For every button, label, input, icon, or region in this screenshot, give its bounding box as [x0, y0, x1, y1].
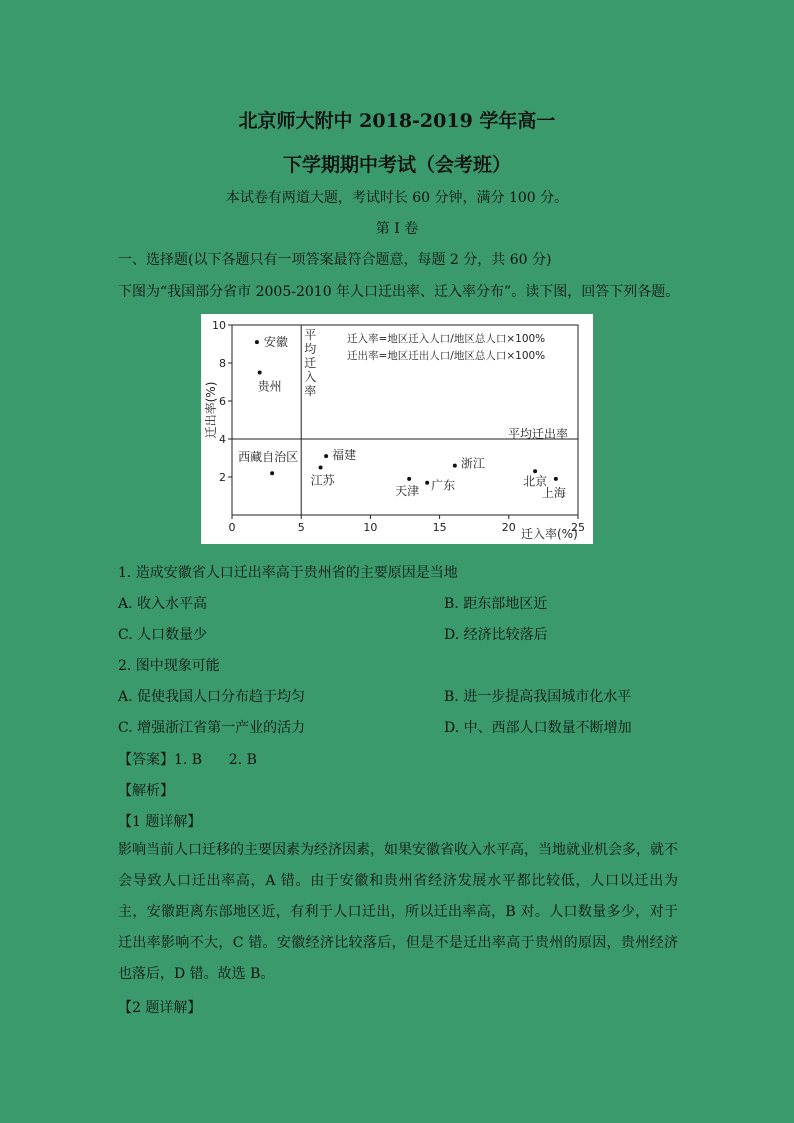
data-point: [258, 371, 262, 375]
question-1-option-a[interactable]: A. 收入水平高: [118, 596, 208, 612]
exam-title-line1: 北京师大附中 2018-2019 学年高一: [238, 110, 556, 132]
y-tick-label: 10: [212, 319, 226, 332]
data-point-label: 西藏自治区: [238, 450, 299, 465]
data-point: [270, 471, 274, 475]
chart-svg: [201, 314, 593, 544]
data-point: [425, 481, 429, 485]
data-point: [319, 466, 323, 470]
x-tick-label: 5: [297, 521, 305, 534]
data-point-label: 广东: [431, 478, 456, 493]
data-point: [324, 454, 328, 458]
data-point-label: 江苏: [310, 473, 335, 488]
avg-in-rate-char: 均: [304, 342, 317, 356]
data-point-label: 上海: [541, 485, 566, 500]
x-tick-label: 25: [571, 521, 585, 534]
analysis-label: 【解析】: [118, 783, 174, 799]
exam-instructions: 本试卷有两道大题，考试时长 60 分钟，满分 100 分。: [225, 190, 569, 206]
x-tick-label: 0: [228, 521, 236, 534]
data-point-label: 天津: [395, 483, 420, 498]
migration-scatter-chart: [201, 314, 593, 544]
avg-out-rate-label: 平均迁出率: [508, 427, 569, 441]
question-2-option-a[interactable]: A. 促使我国人口分布趋于均匀: [118, 689, 306, 705]
q2-detail-label: 【2 题详解】: [118, 1000, 202, 1016]
question-1-option-d[interactable]: D. 经济比较落后: [444, 627, 548, 643]
data-point-label: 浙江: [460, 456, 485, 471]
data-point: [453, 464, 457, 468]
avg-in-rate-char: 平: [304, 328, 317, 342]
y-tick-label: 4: [219, 433, 226, 446]
avg-in-rate-char: 率: [304, 384, 317, 398]
question-1-option-c[interactable]: C. 人口数量少: [118, 627, 208, 643]
question-2-option-d[interactable]: D. 中、西部人口数量不断增加: [444, 720, 632, 736]
data-point-label: 安徽: [263, 335, 288, 350]
question-2-option-c[interactable]: C. 增强浙江省第一产业的活力: [118, 720, 306, 736]
y-tick-label: 6: [219, 395, 226, 408]
data-point: [407, 477, 411, 481]
avg-in-rate-label: [304, 328, 316, 398]
x-axis-label: 迁入率(%): [521, 527, 578, 541]
question-1-stem: 1. 造成安徽省人口迁出率高于贵州省的主要原因是当地: [118, 565, 458, 581]
question-1-option-b[interactable]: B. 距东部地区近: [444, 596, 548, 612]
y-tick-label: 2: [219, 471, 226, 484]
data-point-label: 北京: [523, 474, 548, 489]
part1-heading: 一、选择题(以下各题只有一项答案最符合题意，每题 2 分，共 60 分): [118, 252, 552, 268]
section-label: 第 I 卷: [375, 221, 419, 237]
data-point: [255, 340, 259, 344]
data-point-label: 福建: [332, 448, 357, 463]
q1-detail-label: 【1 题详解】: [118, 814, 202, 830]
q1-detail-text: 影响当前人口迁移的主要因素为经济因素，如果安徽省收入水平高，当地就业机会多，就不会导致人口迁出率高，A 错。由于安徽和贵州省经济发展水平都比较低，人口以迁出为主，安徽距离东部地区近，有利于人口迁出，所以迁出率高，B 对。人口数量多少，对于迁出率影响不大，C 错。安徽经济比较落后，但是不是迁出率高于贵州的原因，贵州经济也落后，D 错。故选 B。: [118, 842, 678, 982]
x-tick-label: 20: [501, 521, 516, 534]
avg-in-rate-char: 入: [304, 370, 317, 384]
x-tick-label: 10: [363, 521, 378, 534]
avg-in-rate-char: 迁: [304, 356, 317, 370]
answer-line: 【答案】1. B 2. B: [118, 752, 257, 768]
y-tick-label: 8: [219, 357, 226, 370]
data-point: [533, 469, 537, 473]
formula-out-rate: 迁出率=地区迁出人口/地区总人口×100%: [347, 350, 546, 362]
exam-title-line2: 下学期期中考试（会考班）: [282, 154, 511, 176]
x-tick-label: 15: [432, 521, 447, 534]
y-axis-label: 迁出率(%): [204, 381, 218, 439]
question-2-stem: 2. 图中现象可能: [118, 658, 220, 674]
question-2-option-b[interactable]: B. 进一步提高我国城市化水平: [444, 689, 632, 705]
question-intro: 下图为“我国部分省市 2005-2010 年人口迁出率、迁入率分布”。读下图，回答下列各题。: [118, 284, 680, 300]
data-point-label: 贵州: [257, 379, 282, 394]
data-point: [554, 477, 558, 481]
formula-in-rate: 迁入率=地区迁入人口/地区总人口×100%: [347, 333, 546, 345]
